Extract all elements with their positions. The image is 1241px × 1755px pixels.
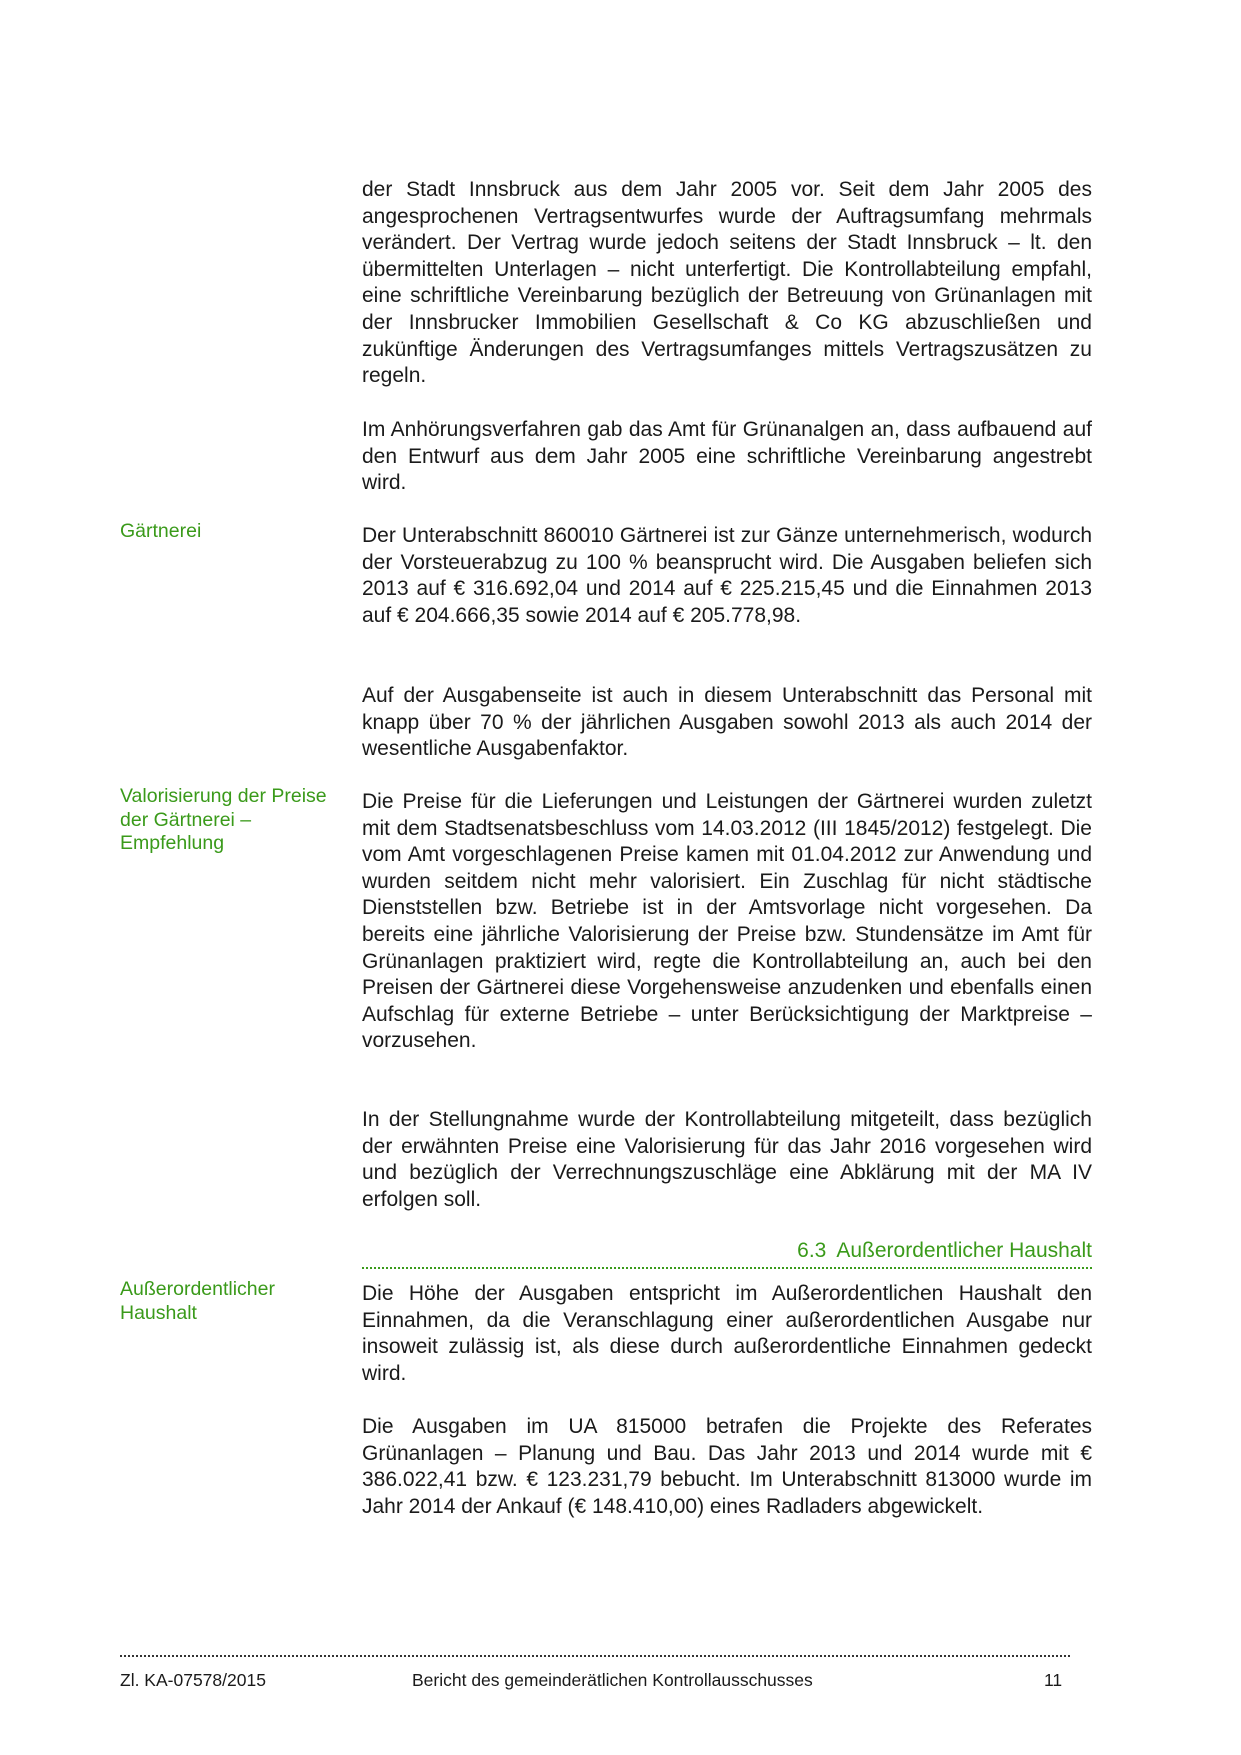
paragraph-gaertnerei: Der Unterabschnitt 860010 Gärtnerei ist zur Gänze unternehmerisch, wodurch der Vorsteuerabzug zu 100 % beansprucht wird. Die Ausgaben beliefen sich 2013 auf € 316.692,04 und 2014 auf € 225.215,45 und die Einnahmen 2013 auf € 204.666,35 sowie 2014 auf € 205.778,98. [362,524,1092,627]
footer-title: Bericht des gemeinderätlichen Kontrollausschusses [412,1670,813,1690]
footer-reference: Zl. KA-07578/2015 [120,1670,266,1690]
section-number: 6.3 [797,1239,827,1262]
page-number: 11 [1044,1670,1063,1690]
paragraph-ao-haushalt: Die Höhe der Ausgaben entspricht im Außerordentlichen Haushalt den Einnahmen, da die Veranschlagung einer außerordentlichen Ausgabe nur insoweit zulässig ist, als diese durch außerordentliche Einnahmen gedeckt wird. [362,1282,1092,1385]
paragraph-contract: der Stadt Innsbruck aus dem Jahr 2005 vor. Seit dem Jahr 2005 des angesprochenen Vertragsentwurfes wurde der Auftragsumfang mehrmals verändert. Der Vertrag wurde jedoch seitens der Stadt Innsbruck – lt. den übermittelten Unterlagen – nicht unterfertigt. Die Kontrollabteilung empfahl, eine schriftliche Vereinbarung bezüglich der Betreuung von Grünanlagen mit der Innsbrucker Immobilien Gesellschaft & Co KG abzuschließen und zukünftige Änderungen des Vertragsumfanges mittels Vertragszusätzen zu regeln. [362,178,1092,388]
paragraph-ua815000: Die Ausgaben im UA 815000 betrafen die Projekte des Referates Grünanlagen – Planung und Bau. Das Jahr 2013 und 2014 wurde mit € 386.022,41 bzw. € 123.231,79 bebucht. Im Unterabschnitt 813000 wurde im Jahr 2014 der Ankauf (€ 148.410,00) eines Radladers abgewickelt. [362,1415,1092,1518]
paragraph-hearing: Im Anhörungsverfahren gab das Amt für Grünanalgen an, dass aufbauend auf den Entwurf aus dem Jahr 2005 eine schriftliche Vereinbarung angestrebt wird. [362,418,1092,495]
paragraph-statement: In der Stellungnahme wurde der Kontrollabteilung mitgeteilt, dass bezüglich der erwähnten Preise eine Valorisierung für das Jahr 2016 vorgesehen wird und bezüglich der Verrechnungszuschläge eine Abklärung mit der MA IV erfolgen soll. [362,1108,1092,1211]
section-title: Außerordentlicher Haushalt [836,1239,1092,1262]
side-label-ao-haushalt: Außerordentlicher Haushalt [120,1278,275,1324]
side-label-valorisierung: Valorisierung der Preise der Gärtnerei – Empfehlung [120,785,327,854]
footer-divider [120,1655,1070,1657]
section-heading [362,1238,1092,1269]
side-label-gaertnerei: Gärtnerei [120,520,202,542]
paragraph-prices: Die Preise für die Lieferungen und Leistungen der Gärtnerei wurden zuletzt mit dem Stadtsenatsbeschluss vom 14.03.2012 (III 1845/2012) festgelegt. Die vom Amt vorgeschlagenen Preise kamen mit 01.04.2012 zur Anwendung und wurden seitdem nicht mehr valorisiert. Ein Zuschlag für nicht städtische Dienststellen bzw. Betriebe ist in der Amtsvorlage nicht vorgesehen. Da bereits eine jährliche Valorisierung der Preise bzw. Stundensätze im Amt für Grünanlagen praktiziert wird, regte die Kontrollabteilung an, auch bei den Preisen der Gärtnerei diese Vorgehensweise anzudenken und ebenfalls einen Aufschlag für externe Betriebe – unter Berücksichtigung der Marktpreise – vorzusehen. [362,790,1092,1053]
paragraph-personnel: Auf der Ausgabenseite ist auch in diesem Unterabschnitt das Personal mit knapp über 70 % der jährlichen Ausgaben sowohl 2013 als auch 2014 der wesentliche Ausgabenfaktor. [362,684,1092,761]
